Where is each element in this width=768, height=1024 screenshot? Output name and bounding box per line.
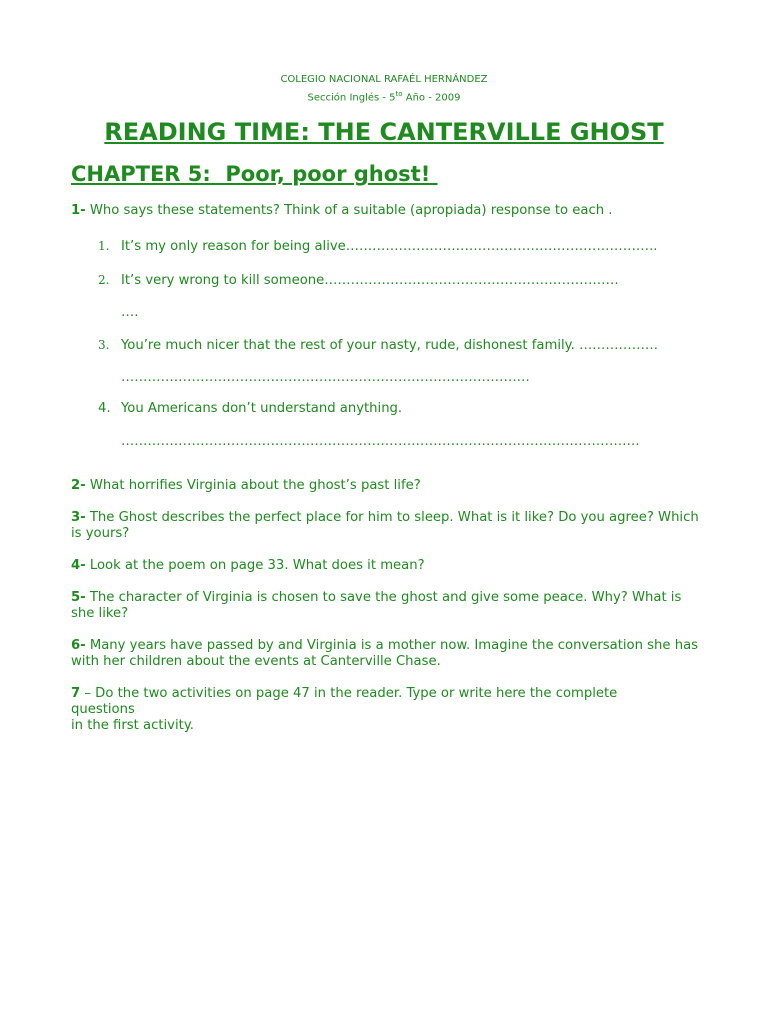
- question-5: [71, 590, 701, 622]
- question-4: [71, 558, 701, 574]
- question-text: The character of Virginia is chosen to save the ghost and give some peace. Why? What is she like?: [71, 590, 682, 621]
- statement-1: [98, 238, 657, 255]
- question-number: 5-: [71, 590, 86, 605]
- section-suffix: Año - 2009: [402, 92, 461, 104]
- question-text: Who says these statements? Think of a suitable (apropiada) response to each .: [85, 203, 613, 218]
- school-name: COLEGIO NACIONAL RAFAÉL HERNÁNDEZ: [280, 74, 488, 85]
- question-text: The Ghost describes the perfect place for him to sleep. What is it like? Do you agree? Which is yours?: [71, 510, 699, 541]
- question-7: [71, 686, 671, 734]
- question-text-continuation: in the first activity.: [71, 718, 194, 733]
- statement-text: You Americans don’t understand anything.: [121, 401, 403, 416]
- statement-4-continuation: ……………………………………………………………………………………………………….: [121, 434, 640, 449]
- statement-3: [98, 337, 658, 354]
- question-text: Look at the poem on page 33. What does it mean?: [85, 558, 425, 573]
- statement-text: You’re much nicer that the rest of your nasty, rude, dishonest family. ………………: [121, 338, 659, 353]
- statement-number: 3.: [98, 338, 110, 352]
- question-6: [71, 638, 701, 670]
- page-title: READING TIME: THE CANTERVILLE GHOST: [104, 118, 664, 146]
- question-1: [71, 203, 701, 219]
- question-text: Many years have passed by and Virginia is a mother now. Imagine the conversation she has with her children about the events at Canterville Chase.: [71, 638, 699, 669]
- section-sup: to: [395, 90, 403, 98]
- question-number: 3-: [71, 510, 86, 525]
- section-line: [0, 87, 768, 105]
- statement-2-continuation: ….: [121, 305, 139, 320]
- statement-text: It’s very wrong to kill someone………………………………………………………….: [121, 273, 619, 288]
- question-number: 2-: [71, 478, 86, 493]
- statement-text: It’s my only reason for being alive……………………………………………………………..: [121, 239, 658, 254]
- question-number: 6-: [71, 638, 86, 653]
- chapter-heading: CHAPTER 5: Poor, poor ghost!: [71, 162, 438, 186]
- question-number: 1-: [71, 203, 86, 218]
- question-2: [71, 478, 701, 494]
- statement-2: [98, 272, 619, 289]
- statement-number: 2.: [98, 273, 110, 287]
- section-prefix: Sección Inglés - 5: [307, 92, 396, 104]
- question-number: 7: [71, 686, 81, 701]
- statement-3-continuation: …………………………………………………………………………………: [121, 370, 530, 385]
- question-number: 4-: [71, 558, 86, 573]
- statement-4: [98, 401, 402, 417]
- school-header: [0, 72, 768, 105]
- question-text: What horrifies Virginia about the ghost’s past life?: [85, 478, 421, 493]
- statement-number: 4.: [98, 401, 111, 416]
- question-3: [71, 510, 701, 542]
- statement-number: 1.: [98, 239, 110, 253]
- question-text: – Do the two activities on page 47 in the reader. Type or write here the complete questions: [71, 686, 618, 717]
